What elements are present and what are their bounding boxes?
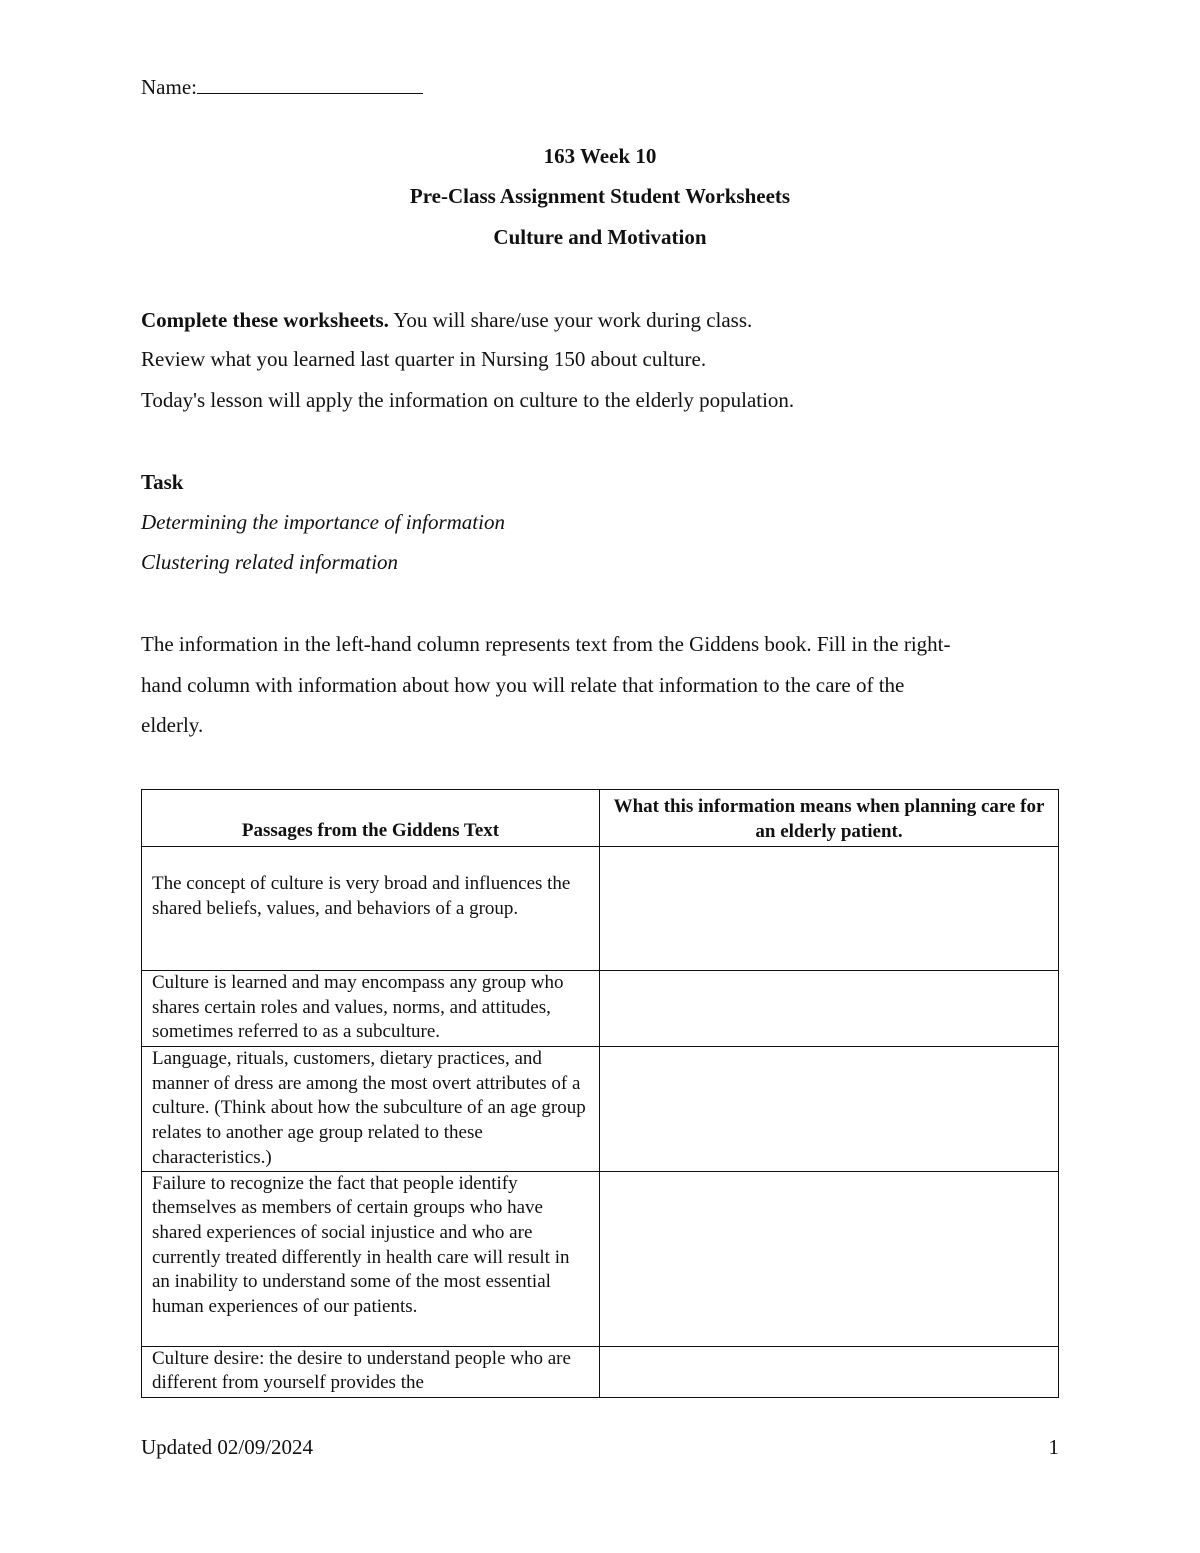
passage-cell: Culture is learned and may encompass any group who shares certain roles and values, norms, and attitudes, sometimes referred to as a subculture. (142, 971, 600, 1047)
name-label: Name: (141, 75, 197, 99)
header-passages: Passages from the Giddens Text (142, 790, 600, 847)
assignment-title: Pre-Class Assignment Student Worksheets (409, 184, 791, 208)
task-heading: Task (141, 470, 184, 494)
instruction-bold-lead: Complete these worksheets. (141, 308, 389, 332)
header-meaning: What this information means when planning care for an elderly patient. (600, 790, 1059, 847)
passage-cell: The concept of culture is very broad and influences the shared beliefs, values, and behaviors of a group. (142, 847, 600, 971)
name-blank-line[interactable] (197, 75, 423, 94)
course-title: 163 Week 10 (543, 144, 657, 168)
topic-title: Culture and Motivation (493, 225, 707, 249)
passage-cell: Language, rituals, customers, dietary practices, and manner of dress are among the most overt attributes of a culture. (Think about how the subculture of an age group relates to another age group related to these characteristics.) (142, 1047, 600, 1172)
table-row (142, 971, 1059, 1047)
response-cell[interactable] (600, 847, 1059, 971)
page-number: 1 (1048, 1435, 1059, 1459)
table-row (142, 847, 1059, 971)
passage-cell (142, 1346, 600, 1397)
response-cell[interactable] (600, 971, 1059, 1047)
paragraph-line-2: hand column with information about how you will relate that information to the care of the (141, 673, 905, 697)
response-cell[interactable] (600, 1047, 1059, 1172)
worksheet-table (141, 789, 1059, 1398)
name-field-row (141, 74, 423, 100)
passage-text: Culture desire: the desire to understand people who are different from yourself provides the (152, 1347, 571, 1394)
response-cell[interactable] (600, 1171, 1059, 1346)
instruction-line-3: Today's lesson will apply the information on culture to the elderly population. (141, 388, 795, 412)
paragraph-line-3: elderly. (141, 713, 204, 737)
instruction-line-1-rest: You will share/use your work during class. (388, 308, 753, 332)
table-header-row (142, 790, 1059, 847)
passage-cell: Failure to recognize the fact that people identify themselves as members of certain groups who have shared experiences of social injustice and who are currently treated differently in health care will result in an inability to understand some of the most essential human experiences of our patients. (142, 1171, 600, 1346)
response-cell[interactable] (600, 1346, 1059, 1397)
task-item: Clustering related information (141, 550, 399, 574)
instruction-line-1 (141, 307, 752, 333)
paragraph-line-1: The information in the left-hand column represents text from the Giddens book. Fill in the right- (141, 632, 951, 656)
footer-updated: Updated 02/09/2024 (141, 1435, 314, 1459)
instruction-line-2: Review what you learned last quarter in Nursing 150 about culture. (141, 347, 707, 371)
table-row (142, 1346, 1059, 1397)
table-row (142, 1047, 1059, 1172)
task-item: Determining the importance of information (141, 510, 505, 534)
table-row (142, 1171, 1059, 1346)
